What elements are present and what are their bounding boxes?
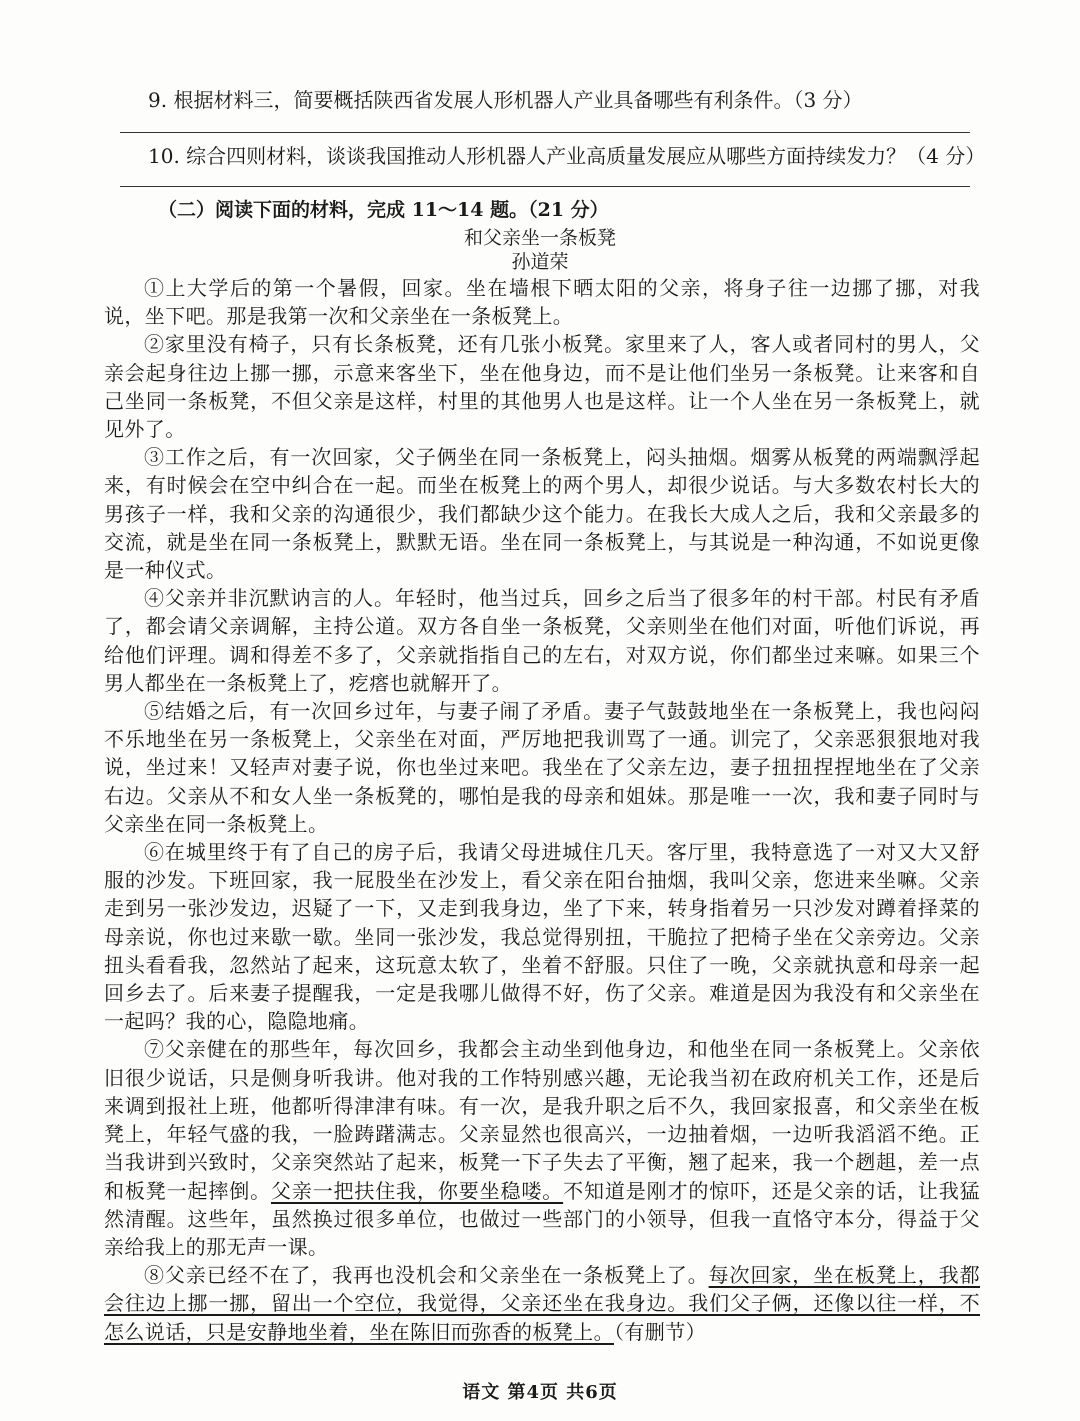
question-9: 9. 根据材料三，简要概括陕西省发展人形机器人产业具备哪些有利条件。（3 分）	[148, 88, 863, 112]
paragraph-7-underlined: 父亲一把扶住我，你要坐稳喽。	[270, 1178, 564, 1203]
paragraph-5: ⑤结婚之后，有一次回乡过年，与妻子闹了矛盾。妻子气鼓鼓地坐在一条板凳上，我也闷闷不乐地坐在另一条板凳上，父亲坐在对面，严厉地把我训骂了一通。训完了，父亲恶狠狠地对我说，坐过来！又轻声对妻子说，你也坐过来吧。我坐在了父亲左边，妻子扭扭捏捏地坐在了父亲右边。父亲从不和女人坐一条板凳的，哪怕是我的母亲和姐妹。那是唯一一次，我和妻子同时与父亲坐在同一条板凳上。	[104, 699, 980, 836]
passage-body	[104, 274, 980, 1346]
paragraph-8-text-a: ⑧父亲已经不在了，我再也没机会和父亲坐在一条板凳上了。	[144, 1263, 709, 1288]
paragraph-7-text-c: 不知道是刚才的惊吓，还是父亲的话，让我猛然清醒。这些年，虽然换过很多单位，也做过一些部门的小领导，但我一直恪守本分，得益于父亲给我上的那无声一课。	[104, 1178, 981, 1259]
answer-line-10	[120, 186, 970, 187]
paragraph-3: ③工作之后，有一次回家，父子俩坐在同一条板凳上，闷头抽烟。烟雾从板凳的两端飘浮起来，有时候会在空中纠合在一起。而坐在板凳上的两个男人，却很少说话。与大多数农村长大的男孩子一样，我和父亲的沟通很少，我们都缺少这个能力。在我长大成人之后，我和父亲最多的交流，就是坐在同一条板凳上，默默无语。坐在同一条板凳上，与其说是一种沟通，不如说更像是一种仪式。	[104, 445, 980, 583]
paragraph-8	[104, 1261, 980, 1346]
paragraph-1: ①上大学后的第一个暑假，回家。坐在墙根下晒太阳的父亲，将身子往一边挪了挪，对我说，坐下吧。那是我第一次和父亲坐在一条板凳上。	[104, 276, 980, 329]
page-footer: 语文 第4页 共6页	[462, 1382, 618, 1403]
question-10: 10. 综合四则材料，谈谈我国推动人形机器人产业高质量发展应从哪些方面持续发力？（4 分）	[148, 144, 986, 168]
paragraph-8-note: （有删节）	[614, 1319, 706, 1344]
answer-line-9	[120, 132, 970, 133]
paragraph-7	[104, 1035, 980, 1261]
passage-author: 孙道荣	[511, 251, 569, 273]
paragraph-6: ⑥在城里终于有了自己的房子后，我请父母进城住几天。客厅里，我特意选了一对又大又舒服的沙发。下班回家，我一屁股坐在沙发上，看父亲在阳台抽烟，我叫父亲，您进来坐嘛。父亲走到另一张沙发边，迟疑了一下，又走到我身边，坐了下来，转身指着另一只沙发对蹲着择菜的母亲说，你也过来歇一歇。坐同一张沙发，我总觉得别扭，干脆拉了把椅子坐在父亲旁边。父亲扭头看看我，忽然站了起来，这玩意太软了，坐着不舒服。只住了一晚，父亲就执意和母亲一起回乡去了。后来妻子提醒我，一定是我哪儿做得不好，伤了父亲。难道是因为我没有和父亲坐在一起吗？我的心，隐隐地痛。	[104, 840, 980, 1034]
paragraph-2: ②家里没有椅子，只有长条板凳，还有几张小板凳。家里来了人，客人或者同村的男人，父亲会起身往边上挪一挪，示意来客坐下，坐在他身边，而不是让他们坐另一条板凳。让来客和自己坐同一条板凳，不但父亲是这样，村里的其他男人也是这样。让一个人坐在另一条板凳上，就见外了。	[104, 332, 980, 442]
paragraph-8-underlined: 每次回家，坐在板凳上，我都会往边上挪一挪，留出一个空位，我觉得，父亲还坐在我身边。我们父子俩，还像以往一样，不怎么说话，只是安静地坐着，坐在陈旧而弥香的板凳上。	[104, 1263, 980, 1344]
paragraph-7-text-a: ⑦父亲健在的那些年，每次回乡，我都会主动坐到他身边，和他坐在同一条板凳上。父亲依旧很少说话，只是侧身听我讲。他对我的工作特别感兴趣，无论我当初在政府机关工作，还是后来调到报社上班，他都听得津津有味。有一次，是我升职之后不久，我回家报喜，和父亲坐在板凳上，年轻气盛的我，一脸踌躇满志。父亲显然也很高兴，一边抽着烟，一边听我滔滔不绝。正当我讲到兴致时，父亲突然站了起来，板凳一下子失去了平衡，翘了起来，我一个趔趄，差一点和板凳一起摔倒。	[104, 1037, 980, 1203]
paragraph-4: ④父亲并非沉默讷言的人。年轻时，他当过兵，回乡之后当了很多年的村干部。村民有矛盾了，都会请父亲调解，主持公道。双方各自坐一条板凳，父亲则坐在他们对面，听他们诉说，再给他们评理。调和得差不多了，父亲就指指自己的左右，对双方说，你们都坐过来嘛。如果三个男人都坐在一条板凳上了，疙瘩也就解开了。	[104, 586, 980, 695]
passage-title: 和父亲坐一条板凳	[463, 227, 616, 249]
section-heading: （二）阅读下面的材料，完成 11～14 题。（21 分）	[158, 199, 609, 221]
